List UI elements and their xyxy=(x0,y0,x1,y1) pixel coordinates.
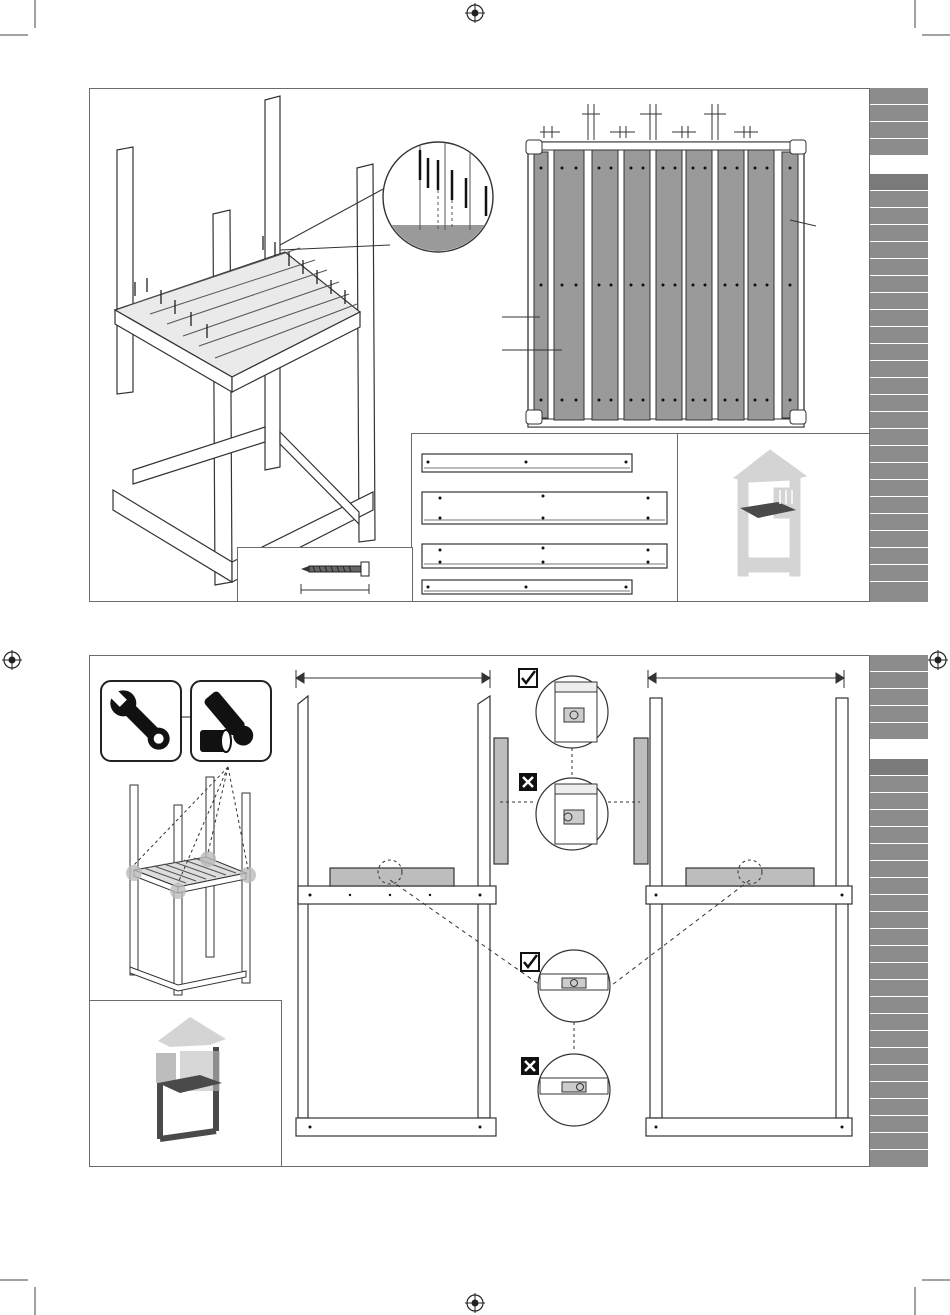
tab xyxy=(870,793,928,809)
chapter-tabs-bottom xyxy=(870,655,928,1167)
screw-detail-magnifier xyxy=(280,140,500,260)
tab xyxy=(870,548,928,564)
tab xyxy=(870,912,928,928)
tab xyxy=(870,480,928,496)
tab xyxy=(870,655,928,671)
tab xyxy=(870,361,928,377)
tab xyxy=(870,1048,928,1064)
tab xyxy=(870,1065,928,1081)
tab xyxy=(870,276,928,292)
tab xyxy=(870,689,928,705)
tab xyxy=(870,827,928,843)
detail-leader-lines xyxy=(390,860,770,1000)
tab xyxy=(870,378,928,394)
tab xyxy=(870,878,928,894)
tool-connector xyxy=(180,712,192,722)
tower-preview-icon xyxy=(150,1015,232,1143)
tab xyxy=(870,242,928,258)
tab xyxy=(870,861,928,877)
tab xyxy=(870,582,928,602)
tab xyxy=(870,310,928,326)
tab xyxy=(870,344,928,360)
socket-wrench-icon xyxy=(190,680,272,762)
tab xyxy=(870,565,928,581)
tab xyxy=(870,997,928,1013)
tower-frame-small-illustration xyxy=(110,765,270,997)
tab xyxy=(870,1099,928,1115)
tab xyxy=(870,946,928,962)
tab xyxy=(870,1150,928,1167)
tab xyxy=(870,395,928,411)
tab xyxy=(870,514,928,530)
tab xyxy=(870,844,928,860)
tab xyxy=(870,1014,928,1030)
tab xyxy=(870,174,928,190)
registration-mark-left xyxy=(2,650,22,670)
plank-b xyxy=(422,492,667,524)
tab xyxy=(870,723,928,739)
registration-mark-bottom xyxy=(465,1293,485,1313)
tab xyxy=(870,963,928,979)
tab xyxy=(870,412,928,428)
tab xyxy=(870,191,928,207)
registration-mark-right xyxy=(928,650,948,670)
tab xyxy=(870,122,928,138)
tower-preview-icon xyxy=(730,448,810,580)
tab xyxy=(870,327,928,343)
tab xyxy=(870,706,928,722)
tab xyxy=(870,139,928,155)
wrench-icon xyxy=(100,680,182,762)
tab xyxy=(870,259,928,275)
tab xyxy=(870,1133,928,1149)
tab xyxy=(870,1031,928,1047)
chapter-tabs-top xyxy=(870,88,928,602)
tab xyxy=(870,929,928,945)
tab xyxy=(870,895,928,911)
tab xyxy=(870,429,928,445)
tab xyxy=(870,1116,928,1132)
tab xyxy=(870,463,928,479)
registration-mark-top xyxy=(465,3,485,23)
screw-icon xyxy=(295,560,375,598)
tab xyxy=(870,980,928,996)
tab xyxy=(870,672,928,688)
tab xyxy=(870,88,928,104)
floor-plan-top-view xyxy=(500,100,820,430)
parts-list-illustration xyxy=(418,450,674,600)
tab xyxy=(870,208,928,224)
tab xyxy=(870,531,928,547)
tab xyxy=(870,446,928,462)
tab xyxy=(870,776,928,792)
tab xyxy=(870,225,928,241)
tab xyxy=(870,810,928,826)
tab xyxy=(870,293,928,309)
tab xyxy=(870,105,928,121)
tab xyxy=(870,1082,928,1098)
tab xyxy=(870,759,928,775)
tab xyxy=(870,497,928,513)
